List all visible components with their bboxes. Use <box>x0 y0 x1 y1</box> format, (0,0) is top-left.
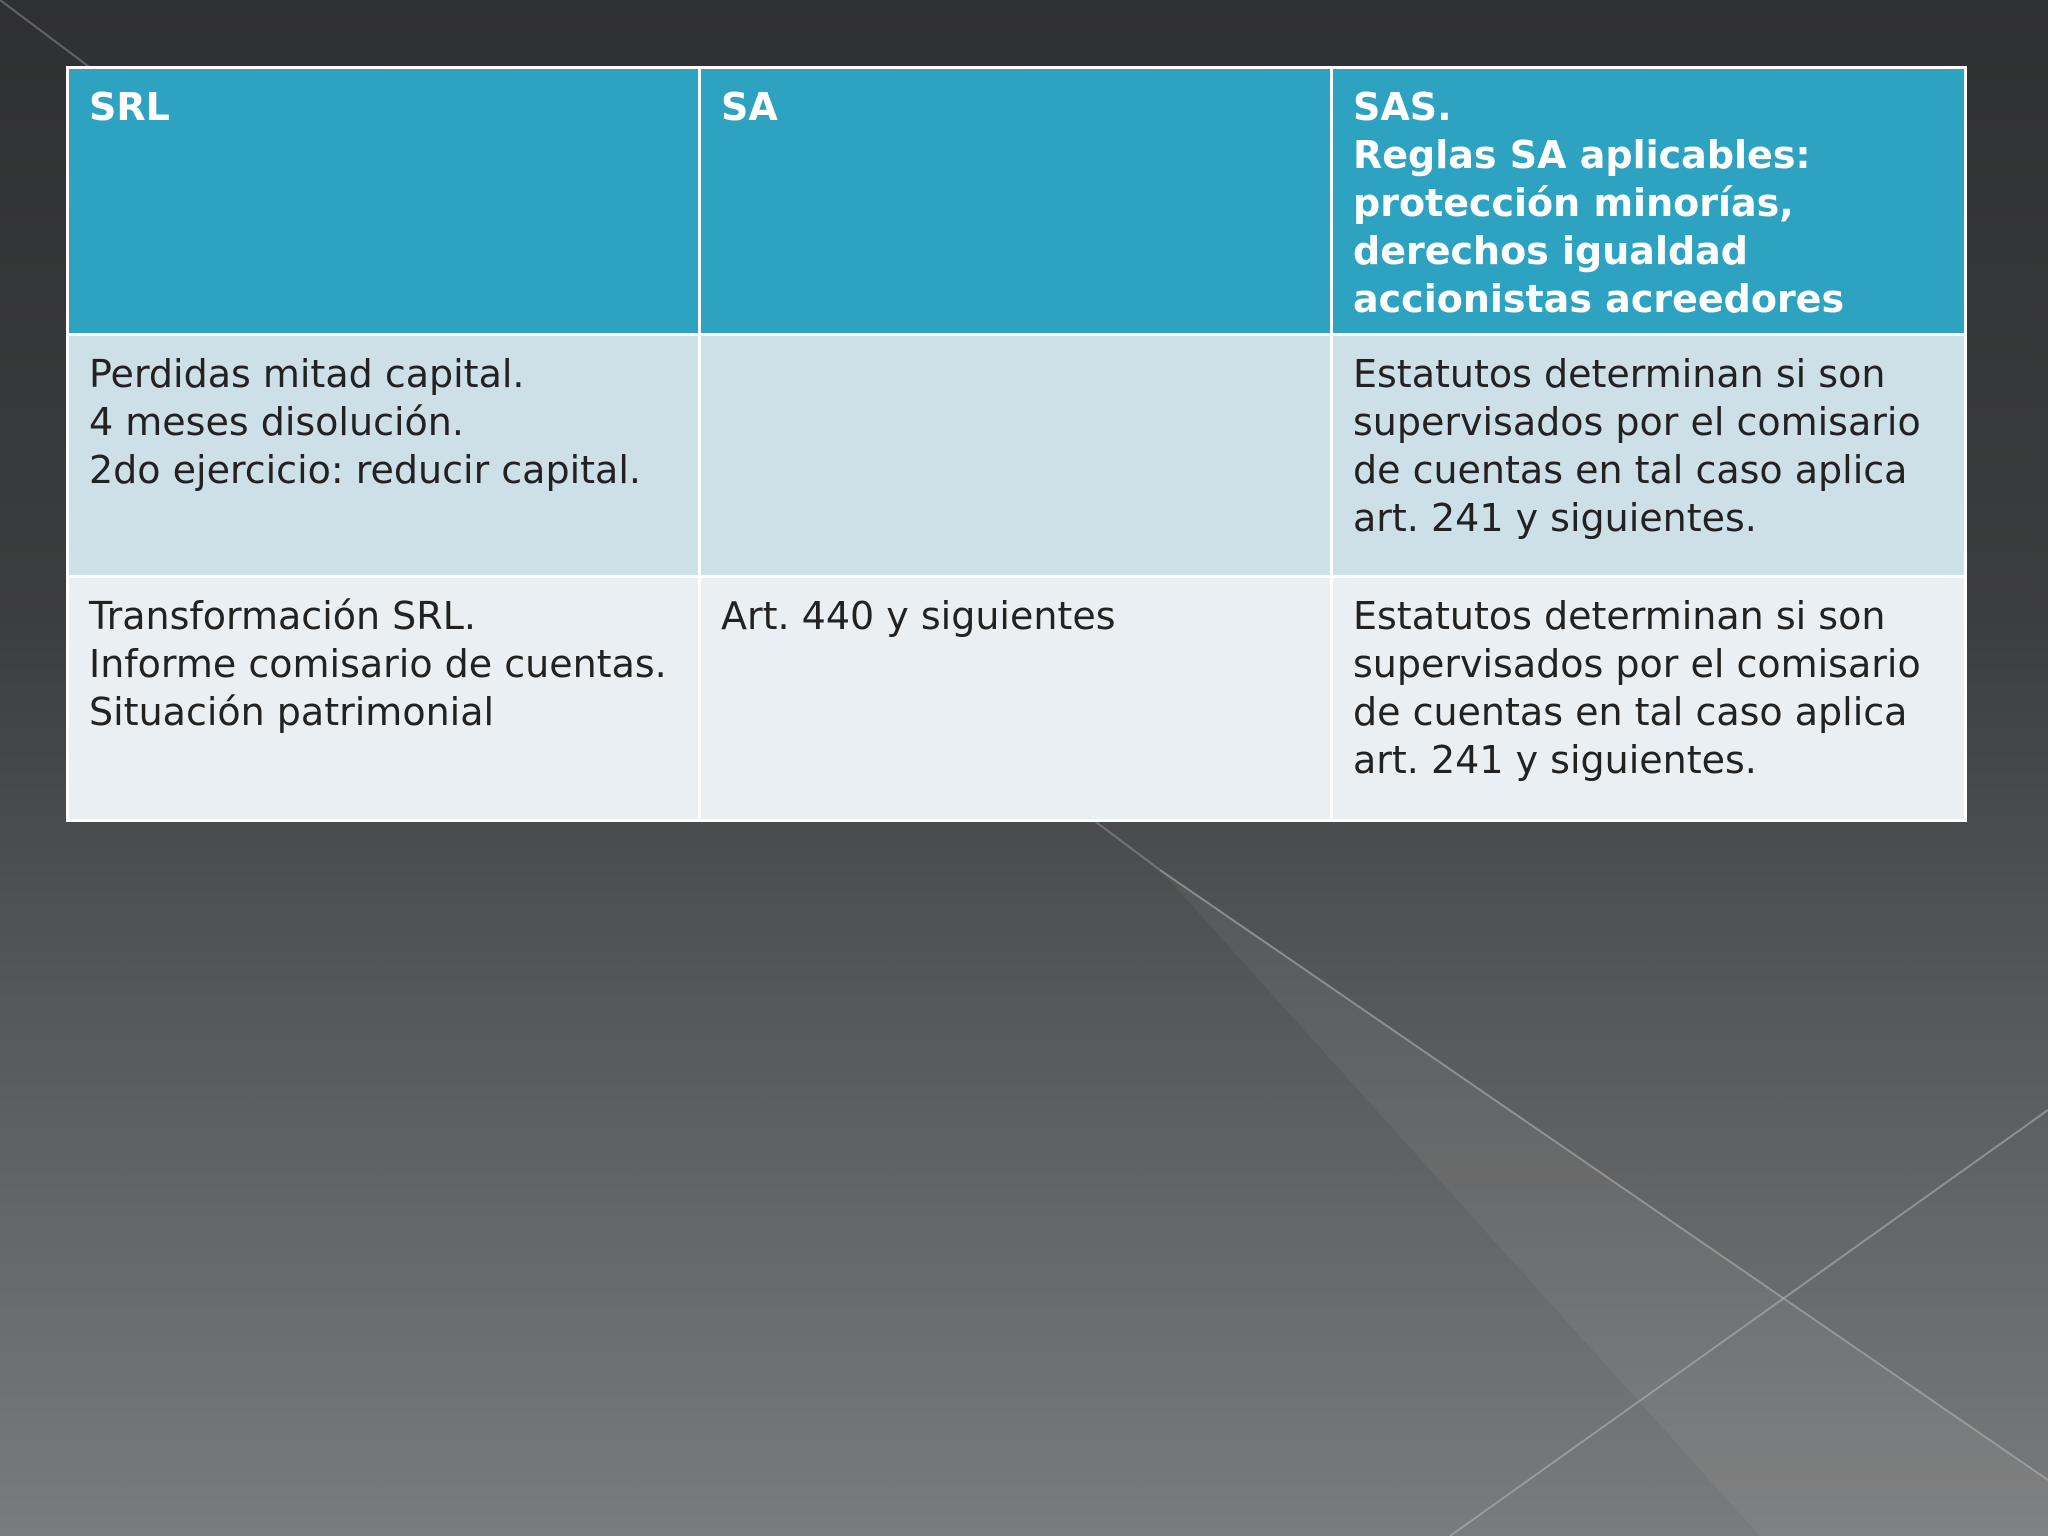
table-cell: Transformación SRL. Informe comisario de cuentas. Situación patrimonial <box>68 577 700 821</box>
header-sa: SA <box>700 68 1332 335</box>
table-row <box>68 577 1966 821</box>
comparison-table <box>66 66 1967 822</box>
table-cell <box>700 335 1332 577</box>
header-sas: SAS. Reglas SA aplicables: protección minorías, derechos igualdad accionistas acreedores <box>1332 68 1966 335</box>
table-cell: Estatutos determinan si son supervisados por el comisario de cuentas en tal caso aplica art. 241 y siguientes. <box>1332 577 1966 821</box>
table-row <box>68 335 1966 577</box>
table-cell: Perdidas mitad capital. 4 meses disolución. 2do ejercicio: reducir capital. <box>68 335 700 577</box>
table-header-row <box>68 68 1966 335</box>
header-srl: SRL <box>68 68 700 335</box>
table-cell: Art. 440 y siguientes <box>700 577 1332 821</box>
table-cell: Estatutos determinan si son supervisados por el comisario de cuentas en tal caso aplica art. 241 y siguientes. <box>1332 335 1966 577</box>
